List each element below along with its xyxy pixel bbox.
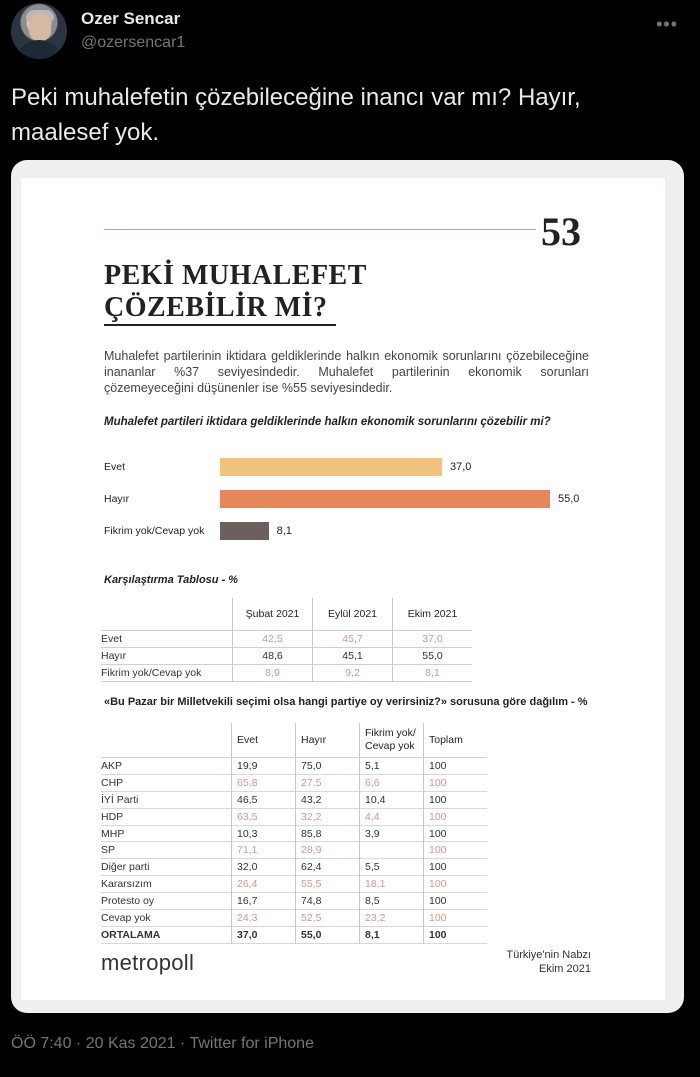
- row-label: HDP: [101, 810, 124, 823]
- table-cell: 100: [424, 910, 488, 927]
- table-cell: 9,2: [313, 665, 393, 682]
- row-label: Cevap yok: [101, 911, 151, 924]
- table-row: [101, 876, 487, 893]
- table-cell: 55,0: [296, 926, 360, 943]
- page-number: 53: [541, 209, 581, 254]
- table-cell: 32,2: [296, 808, 360, 825]
- row-label: İYİ Parti: [101, 793, 139, 806]
- table-row: [101, 926, 487, 943]
- party-header: Evet: [232, 723, 296, 758]
- table-cell: 52,5: [296, 910, 360, 927]
- avatar[interactable]: [11, 3, 67, 59]
- more-options-icon[interactable]: •••: [656, 14, 678, 34]
- party-header: Hayır: [296, 723, 360, 758]
- bar-2: [220, 522, 269, 540]
- table-cell: 55,5: [296, 876, 360, 893]
- tweet-image[interactable]: [11, 160, 684, 1013]
- page-title: [104, 260, 367, 324]
- table-row: [101, 648, 472, 665]
- table-cell: 8,1: [393, 665, 473, 682]
- party-table: [101, 723, 487, 944]
- table-cell: 18,1: [360, 876, 424, 893]
- table-cell: 71,1: [232, 842, 296, 859]
- row-label: Hayır: [101, 650, 127, 662]
- row-label: Kararsızım: [101, 878, 152, 891]
- tweet-meta[interactable]: ÖÖ 7:40 · 20 Kas 2021 · Twitter for iPhone: [11, 1035, 314, 1052]
- table-cell: 48,6: [233, 648, 313, 665]
- page-title-line-2: ÇÖZEBİLİR Mİ?: [104, 292, 328, 323]
- lead-paragraph: Muhalefet partilerinin iktidara geldiklerinde halkın ekonomik sorunlarını çözebileceğine inananlar %37 seviyesindedir. Muhalefet partilerinin ekonomik sorunları çözemeyeceğini düşünenler ise %55 seviyesindedir.: [104, 349, 589, 395]
- row-label: AKP: [101, 759, 123, 772]
- row-label: Fikrim yok/Cevap yok: [101, 667, 202, 679]
- table-cell: 37,0: [232, 926, 296, 943]
- bar-value-label: 55,0: [558, 493, 580, 505]
- table-cell: 100: [424, 893, 488, 910]
- table-cell: 100: [424, 791, 488, 808]
- table-row: [101, 842, 487, 859]
- table-cell: 100: [424, 859, 488, 876]
- party-header: Fikrim yok/ Cevap yok: [360, 723, 424, 758]
- comparison-header: Eylül 2021: [313, 598, 393, 631]
- table-cell: 32,0: [232, 859, 296, 876]
- source-line-1: Türkiye'nin Nabzı: [506, 949, 591, 961]
- table-cell: 5,1: [360, 758, 424, 775]
- table-row: [101, 791, 487, 808]
- row-label: SP: [101, 844, 116, 857]
- metropoll-logo: metropoll: [101, 950, 195, 975]
- row-label: Diğer parti: [101, 861, 150, 874]
- table-cell: 45,7: [313, 631, 393, 648]
- table-row: [101, 859, 487, 876]
- table-cell: 5,5: [360, 859, 424, 876]
- chart-question: Muhalefet partileri iktidara geldiklerinde halkın ekonomik sorunlarını çözebilir mi?: [104, 416, 551, 428]
- table-row: [101, 808, 487, 825]
- header-rule: [104, 229, 536, 230]
- bar-category-label: Evet: [104, 461, 126, 473]
- page-title-line-1: PEKİ MUHALEFET: [104, 260, 367, 291]
- table-cell: 45,1: [313, 648, 393, 665]
- comparison-header: Şubat 2021: [233, 598, 313, 631]
- table-cell: 100: [424, 926, 488, 943]
- table-row: [101, 825, 487, 842]
- table-cell: 100: [424, 774, 488, 791]
- table-cell: 10,4: [360, 791, 424, 808]
- source-note: [491, 948, 591, 976]
- row-label: ORTALAMA: [101, 928, 161, 941]
- bar-category-label: Hayır: [104, 493, 130, 505]
- row-label: CHP: [101, 776, 124, 789]
- report-page: [21, 178, 665, 1000]
- table-cell: 19,9: [232, 758, 296, 775]
- table-cell: 6,6: [360, 774, 424, 791]
- bar-1: [220, 490, 550, 508]
- bar-0: [220, 458, 442, 476]
- table-cell: 23,2: [360, 910, 424, 927]
- table-cell: 75,0: [296, 758, 360, 775]
- bar-category-label: Fikrim yok/Cevap yok: [104, 525, 205, 537]
- row-label: MHP: [101, 827, 125, 840]
- table-cell: 24,3: [232, 910, 296, 927]
- table-cell: 16,7: [232, 893, 296, 910]
- user-name[interactable]: Ozer Sencar: [81, 9, 181, 28]
- table-cell: 8,1: [360, 926, 424, 943]
- comparison-title: Karşılaştırma Tablosu - %: [104, 574, 239, 586]
- table-cell: 8,5: [360, 893, 424, 910]
- party-header: Toplam: [424, 723, 488, 758]
- table-cell: 26,4: [232, 876, 296, 893]
- table-cell: 100: [424, 842, 488, 859]
- bar-value-label: 37,0: [450, 461, 472, 473]
- table-cell: 46,5: [232, 791, 296, 808]
- table-cell: 74,8: [296, 893, 360, 910]
- row-label: Evet: [101, 633, 123, 645]
- table-cell: 3,9: [360, 825, 424, 842]
- row-label: Protesto oy: [101, 895, 155, 908]
- tweet-text: Peki muhalefetin çözebileceğine inancı var mı? Hayır, maalesef yok.: [11, 84, 581, 146]
- table-cell: [360, 842, 424, 859]
- table-cell: 42,5: [233, 631, 313, 648]
- table-cell: 100: [424, 825, 488, 842]
- table-cell: 100: [424, 876, 488, 893]
- table-cell: 27,5: [296, 774, 360, 791]
- table-cell: 100: [424, 758, 488, 775]
- table-row: [101, 631, 472, 648]
- party-table-title: «Bu Pazar bir Milletvekili seçimi olsa hangi partiye oy verirsiniz?» sorusuna göre dağılım - %: [104, 696, 588, 708]
- bar-value-label: 8,1: [276, 525, 292, 537]
- table-cell: 4,4: [360, 808, 424, 825]
- table-row: [101, 910, 487, 927]
- table-row: [101, 665, 472, 682]
- table-cell: 55,0: [393, 648, 473, 665]
- table-row: [101, 774, 487, 791]
- table-row: [101, 893, 487, 910]
- source-line-2: Ekim 2021: [539, 963, 591, 975]
- table-cell: 8,9: [233, 665, 313, 682]
- table-cell: 63,5: [232, 808, 296, 825]
- table-cell: 43,2: [296, 791, 360, 808]
- comparison-table: [101, 598, 472, 682]
- comparison-header: Ekim 2021: [393, 598, 473, 631]
- title-underline: [104, 324, 336, 326]
- table-cell: 65,8: [232, 774, 296, 791]
- table-cell: 10,3: [232, 825, 296, 842]
- user-handle[interactable]: @ozersencar1: [81, 34, 186, 51]
- table-cell: 37,0: [393, 631, 473, 648]
- table-cell: 62,4: [296, 859, 360, 876]
- table-cell: 85,8: [296, 825, 360, 842]
- table-row: [101, 758, 487, 775]
- table-cell: 28,9: [296, 842, 360, 859]
- table-cell: 100: [424, 808, 488, 825]
